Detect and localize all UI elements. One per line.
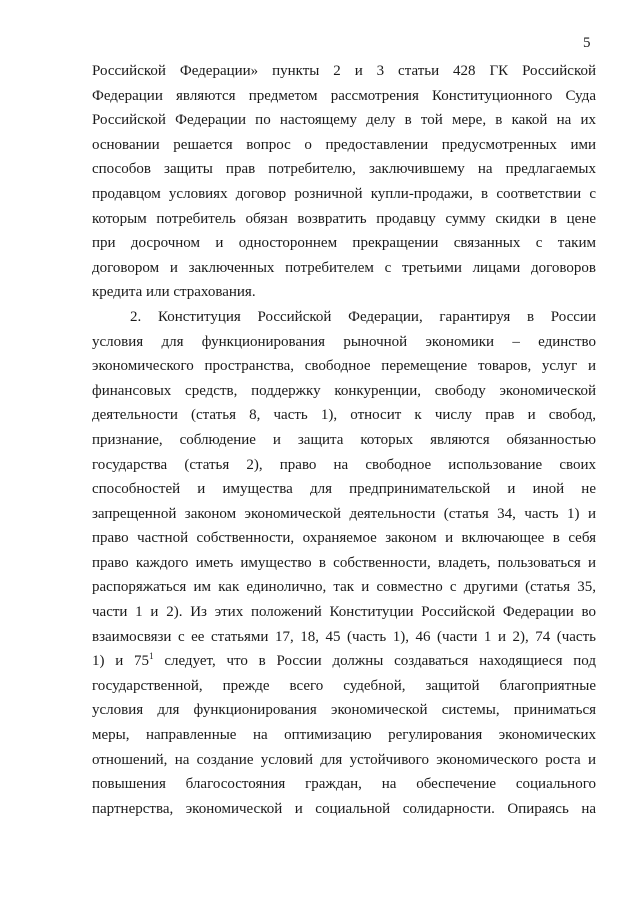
text-line: Федерации являются предметом рассмотрения Конституционного Суда	[92, 87, 596, 104]
paragraph-2	[92, 305, 596, 821]
text-line: основании решается вопрос о предоставлении предусмотренных ими	[92, 136, 596, 153]
text-line: экономического пространства, свободное перемещение товаров, услуг и	[92, 358, 596, 375]
text-line: Российской Федерации по настоящему делу в той мере, в какой на их	[92, 112, 596, 129]
text-line: взаимосвязи с ее статьями 17, 18, 45 (часть 1), 46 (части 1 и 2), 74 (часть	[92, 628, 596, 645]
document-body	[92, 59, 596, 821]
text-line: способностей и имущества для предпринимательской и иной не	[92, 481, 596, 498]
text-line: государственной, прежде всего судебной, защитой благоприятные	[92, 677, 596, 694]
text-line-with-superscript	[92, 649, 596, 674]
text-line: кредита или страхования.	[92, 284, 256, 301]
superscript: 1	[149, 651, 154, 662]
text-line: деятельности (статья 8, часть 1), относит к числу прав и свобод,	[92, 407, 596, 424]
text-line: продавцом условиях договор розничной купли-продажи, в соответствии с	[92, 185, 596, 202]
text-line: 2. Конституция Российской Федерации, гарантируя в России	[130, 308, 596, 325]
text-line: запрещенной законом экономической деятельности (статья 34, часть 1) и	[92, 505, 596, 522]
text-line: финансовых средств, поддержку конкуренции, свободу экономической	[92, 382, 596, 399]
text-line: повышения благосостояния граждан, на обеспечение социального	[92, 776, 596, 793]
text-line: части 1 и 2). Из этих положений Конституции Российской Федерации во	[92, 604, 596, 621]
text-line: условия для функционирования рыночной экономики – единство	[92, 333, 596, 350]
page-number: 5	[583, 35, 591, 51]
text-line: партнерства, экономической и социальной солидарности. Опираясь на	[92, 800, 596, 817]
text-fragment: 1) и 75	[92, 653, 150, 670]
text-line: договором и заключенных потребителем с третьими лицами договоров	[92, 259, 596, 276]
text-line: признание, соблюдение и защита которых являются обязанностью	[92, 431, 596, 448]
text-line: право каждого иметь имущество в собственности, владеть, пользоваться и	[92, 554, 596, 571]
text-line: способов защиты прав потребителю, заключившему на предлагаемых	[92, 161, 596, 178]
text-line: отношений, на создание условий для устойчивого экономического роста и	[92, 751, 596, 768]
text-fragment: следует, что в России должны создаваться находящиеся под	[153, 653, 596, 670]
text-line: при досрочном и одностороннем прекращении связанных с таким	[92, 235, 596, 252]
text-line: Российской Федерации» пункты 2 и 3 статьи 428 ГК Российской	[92, 63, 596, 79]
text-line: право частной собственности, охраняемое законом и включающее в себя	[92, 530, 596, 547]
text-line: распоряжаться им как единолично, так и совместно с другими (статья 35,	[92, 579, 596, 596]
text-line: меры, направленные на оптимизацию регулирования экономических	[92, 727, 596, 744]
text-line: условия для функционирования экономической системы, приниматься	[92, 702, 596, 719]
text-line: государства (статья 2), право на свободное использование своих	[92, 456, 596, 473]
text-line: которым потребитель обязан возвратить продавцу сумму скидки в цене	[92, 210, 596, 227]
paragraph-1	[92, 59, 596, 305]
